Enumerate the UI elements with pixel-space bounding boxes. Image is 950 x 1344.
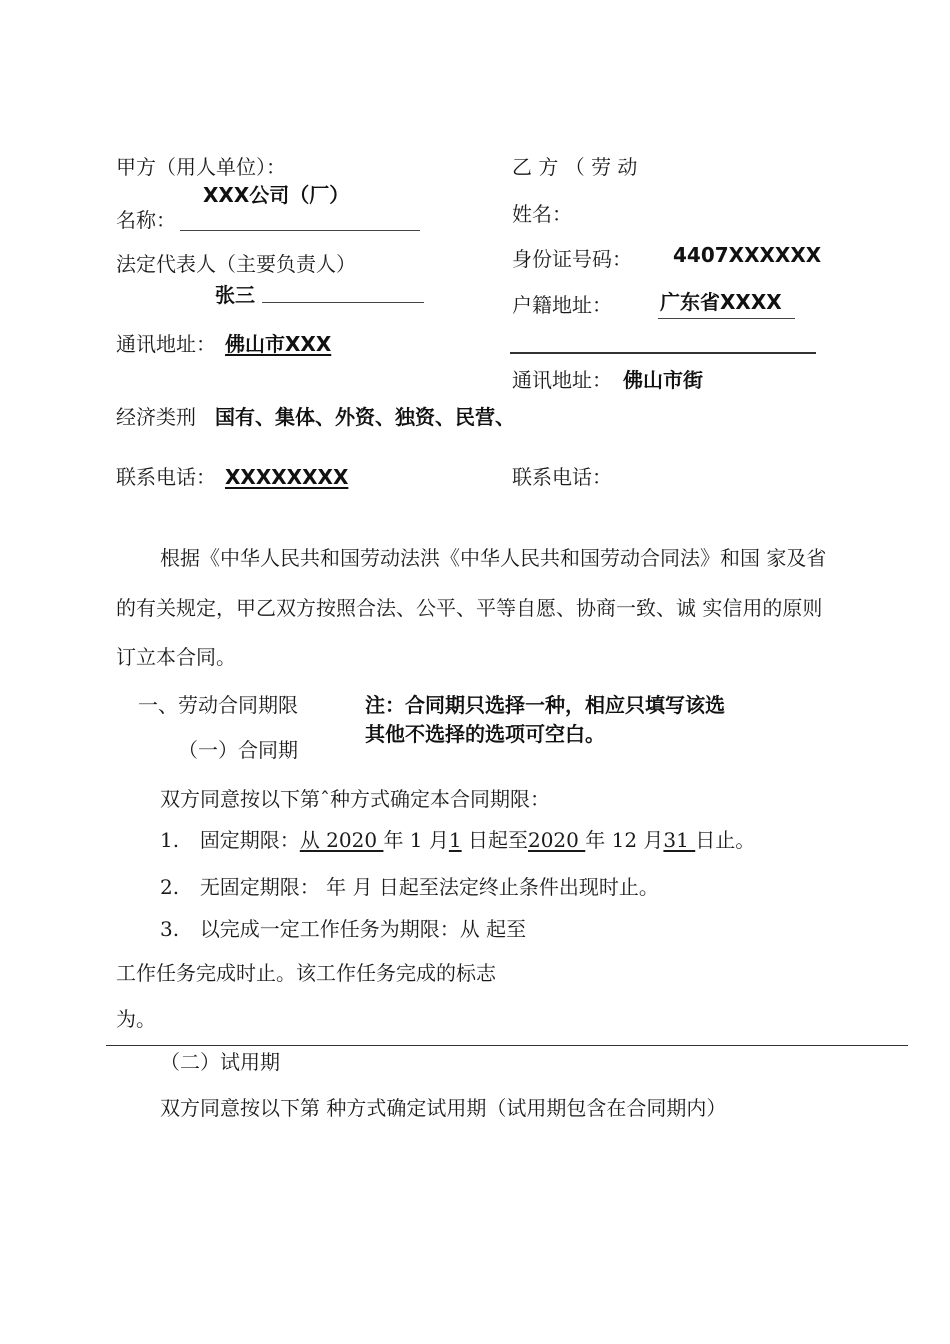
term-item-1-num: 1. <box>160 828 180 852</box>
section-1-title: 一、劳动合同期限 <box>138 693 298 717</box>
term-item-3-continued-2: 为。 <box>116 1007 156 1031</box>
intro-line-3: 订立本合同。 <box>116 645 236 669</box>
section-divider <box>106 1045 908 1046</box>
section-1-note-line-1: 注：合同期只选择一种，相应只填写该选 <box>365 693 725 717</box>
party-b-id-label: 身份证号码： <box>512 247 632 271</box>
party-b-hukou-label: 户籍地址： <box>512 293 612 317</box>
term-start-year: 从 2020 <box>299 828 384 852</box>
party-a-name-label: 名称： <box>116 208 176 232</box>
party-a-heading: 甲方（用人单位）： <box>116 155 286 179</box>
term-item-3-num: 3. <box>160 917 180 941</box>
term-item-1 <box>160 827 755 853</box>
party-a-address-value: 佛山市XXX <box>225 332 332 356</box>
term-end-day: 31 <box>663 828 696 852</box>
party-b-id-value: 4407XXXXXX <box>673 243 822 267</box>
party-a-rep-underline <box>262 302 424 303</box>
probation-agree-line: 双方同意按以下第 种方式确定试用期（试用期包含在合同期内） <box>160 1096 727 1120</box>
party-b-blank-line <box>510 352 816 354</box>
party-a-econ-value: 国有、集体、外资、独资、民营、 <box>215 405 515 429</box>
term-start-month: 年 1 月 <box>383 828 449 852</box>
sub-heading-probation: （二）试用期 <box>160 1050 280 1074</box>
party-a-rep-label: 法定代表人（主要负责人） <box>116 252 356 276</box>
term-agree-line: 双方同意按以下第ˆ种方式确定本合同期限： <box>160 787 550 811</box>
sub-heading-contract-term: （一）合同期 <box>178 738 298 762</box>
term-item-1-label: 固定期限： <box>199 828 300 852</box>
term-item-3-continued-1: 工作任务完成时止。该工作任务完成的标志 <box>116 961 496 985</box>
party-a-name-underline <box>180 230 420 231</box>
party-b-hukou-underline <box>658 318 795 319</box>
intro-line-1: 根据《中华人民共和国劳动法洪《中华人民共和国劳动合同法》和国 家及省 <box>160 546 827 570</box>
term-end-month: 年 12 月 <box>585 828 664 852</box>
party-a-rep-value: 张三 <box>215 283 255 307</box>
party-b-hukou-value: 广东省XXXX <box>660 290 782 314</box>
term-end-suffix: 日止。 <box>695 828 756 852</box>
party-a-phone-value: XXXXXXXX <box>225 465 349 489</box>
party-a-address-label: 通讯地址： <box>116 332 216 356</box>
party-a-company-value: XXX公司（厂） <box>203 183 350 207</box>
term-end-year: 2020 <box>527 828 586 852</box>
party-a-phone-label: 联系电话： <box>116 465 216 489</box>
term-item-3 <box>160 916 526 942</box>
term-start-suffix: 日起至 <box>461 828 528 852</box>
term-item-3-text: 以完成一定工作任务为期限：从 起至 <box>199 917 527 941</box>
term-item-2-text: 无固定期限： 年 月 日起至法定终止条件出现时止。 <box>199 875 659 899</box>
party-b-address-value: 佛山市街 <box>623 368 703 392</box>
party-b-name-label: 姓名： <box>512 202 572 226</box>
party-a-econ-label: 经济类刑 <box>116 405 196 429</box>
term-item-2-num: 2. <box>160 875 180 899</box>
party-b-heading: 乙 方 （ 劳 动 <box>512 155 638 179</box>
party-b-address-label: 通讯地址： <box>512 368 612 392</box>
party-b-phone-label: 联系电话： <box>512 465 612 489</box>
term-start-day: 1 <box>448 828 462 852</box>
section-1-note-line-2: 其他不选择的选项可空白。 <box>365 722 605 746</box>
intro-line-2: 的有关规定，甲乙双方按照合法、公平、平等自愿、协商一致、诚 实信用的原则 <box>116 596 823 620</box>
term-item-2 <box>160 874 659 900</box>
